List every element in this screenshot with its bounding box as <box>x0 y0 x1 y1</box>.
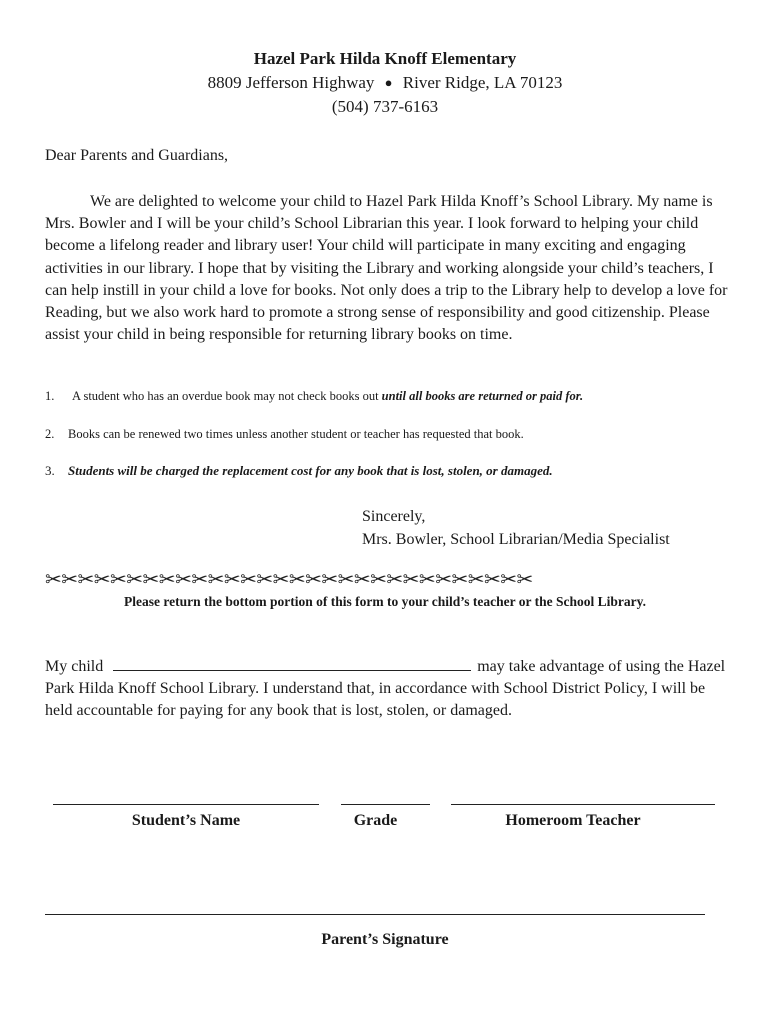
grade-line[interactable] <box>341 804 430 805</box>
school-name: Hazel Park Hilda Knoff Elementary <box>253 49 517 68</box>
return-instruction: Please return the bottom portion of this form to your child’s teacher or the School Library. <box>124 594 646 609</box>
signature: Mrs. Bowler, School Librarian/Media Specialist <box>362 530 670 548</box>
rule-number: 1. <box>45 389 55 403</box>
rule-text: A student who has an overdue book may not check books out <box>72 389 382 403</box>
scissors-cut-line: ✂✂✂✂✂✂✂✂✂✂✂✂✂✂✂✂✂✂✂✂✂✂✂✂✂✂✂✂✂✂ <box>45 569 533 591</box>
consent-statement <box>45 656 735 723</box>
school-phone: (504) 737-6163 <box>331 97 439 116</box>
letter-paragraph: We are delighted to welcome your child to Hazel Park Hilda Knoff’s School Library. My name is Mrs. Bowler and I will be your child’s School Librarian this year. I look forward to helping your child become a lifelong reader and library user! Your child will participate in many exciting and engaging activities in our library. I hope that by visiting the Library and working alongside your child’s teachers, I can help instill in your child a love for books. Not only does a trip to the Library help to develop a love for Reading, but we also work hard to promote a strong sense of responsibility and good citizenship. Please assist your child in being responsible for returning library books on time. <box>45 193 728 344</box>
consent-suffix: may take advantage of using the <box>477 658 684 675</box>
student-name-label: Student’s Name <box>131 812 241 829</box>
grade-label: Grade <box>353 812 398 829</box>
address-city: River Ridge, LA 70123 <box>402 73 563 92</box>
consent-rest: Hazel Park Hilda Knoff School Library. I understand that, in accordance with School District Policy, I will be held accountable for paying for any book that is lost, stolen, or damaged. <box>45 658 726 720</box>
rule-item <box>45 463 553 479</box>
closing-block <box>362 506 670 551</box>
homeroom-teacher-line[interactable] <box>451 804 715 805</box>
homeroom-teacher-label: Homeroom Teacher <box>505 812 641 829</box>
consent-prefix: My child <box>45 658 104 675</box>
rule-item <box>45 389 583 404</box>
rule-item <box>45 427 524 442</box>
parent-signature-line[interactable] <box>45 914 705 915</box>
child-name-blank[interactable] <box>113 656 471 671</box>
bullet-separator: ● <box>384 75 393 90</box>
rule-number: 3. <box>45 463 55 478</box>
parent-signature-label: Parent’s Signature <box>321 931 449 948</box>
rule-emphasis: until all books are returned or paid for. <box>381 389 584 403</box>
school-address <box>0 73 770 93</box>
closing: Sincerely, <box>362 508 426 525</box>
rule-emphasis: Students will be charged the replacement cost for any book that is lost, stolen, or damaged. <box>68 463 553 478</box>
rule-text: Books can be renewed two times unless another student or teacher has requested that book. <box>68 427 524 441</box>
rule-number: 2. <box>45 427 55 441</box>
student-name-line[interactable] <box>53 804 319 805</box>
address-street: 8809 Jefferson Highway <box>207 73 375 92</box>
greeting: Dear Parents and Guardians, <box>45 147 229 164</box>
